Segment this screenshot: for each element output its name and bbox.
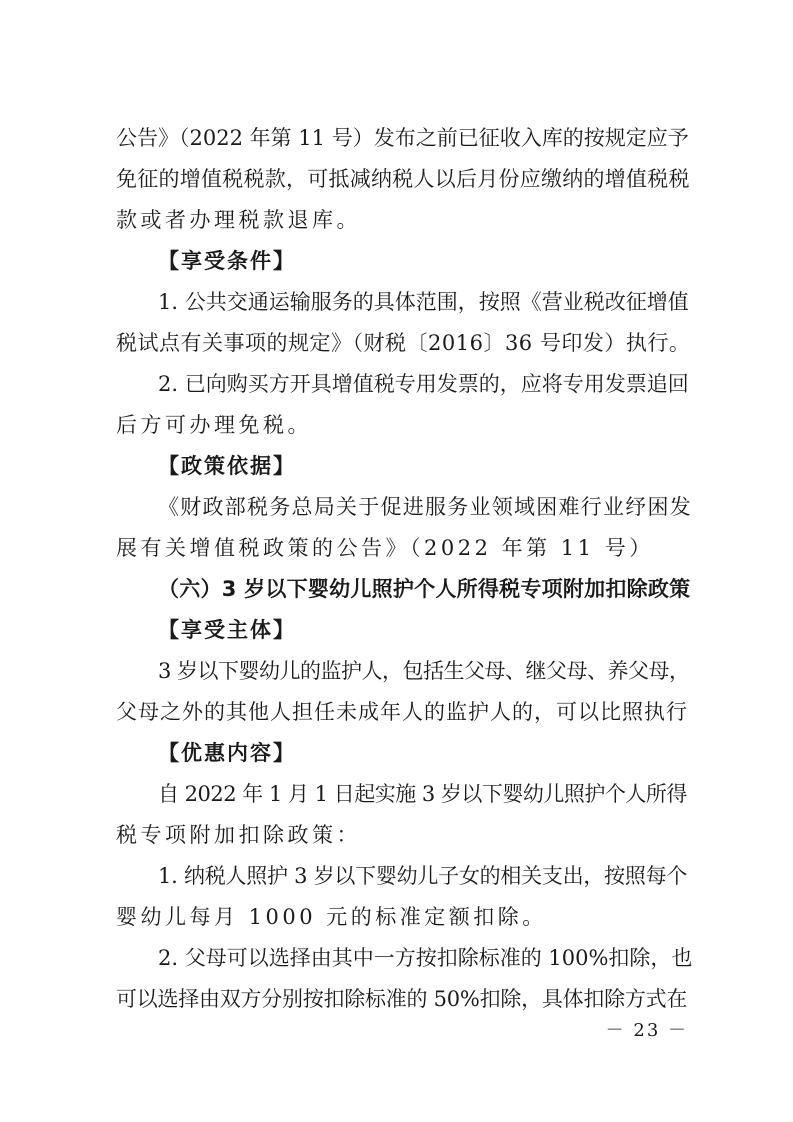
section-heading-conditions: 【享受条件】 — [158, 249, 296, 273]
body-text-line: 1. 公共交通运输服务的具体范围，按照《营业税改征增值 — [158, 290, 689, 314]
page-number: － 23 － — [605, 1020, 688, 1041]
body-text-line: 3 岁以下婴幼儿的监护人，包括生父母、继父母、养父母， — [158, 659, 690, 683]
section-heading-basis: 【政策依据】 — [158, 454, 296, 478]
body-text-line: 展有关增值税政策的公告》（2022 年第 11 号） — [116, 536, 654, 560]
body-text-line: 款或者办理税款退库。 — [116, 208, 361, 232]
body-text-line: 可以选择由双方分别按扣除标准的 50%扣除，具体扣除方式在 — [116, 987, 688, 1011]
body-text-line: 免征的增值税税款，可抵减纳税人以后月份应缴纳的增值税税 — [116, 167, 690, 191]
section-heading-subject: 【享受主体】 — [158, 618, 296, 642]
body-text-line: 税试点有关事项的规定》（财税〔2016〕36 号印发）执行。 — [116, 331, 691, 355]
body-text-line: 后方可办理免税。 — [116, 413, 312, 437]
body-text-line: 公告》（2022 年第 11 号）发布之前已征收入库的按规定应予 — [116, 126, 689, 150]
body-text-line: 1. 纳税人照护 3 岁以下婴幼儿子女的相关支出，按照每个 — [158, 864, 688, 888]
policy-subheading: （六）3 岁以下婴幼儿照护个人所得税专项附加扣除政策 — [158, 577, 691, 601]
body-text-line: 自 2022 年 1 月 1 日起实施 3 岁以下婴幼儿照护个人所得 — [158, 782, 687, 806]
body-text-line: 2. 父母可以选择由其中一方按扣除标准的 100%扣除，也 — [158, 946, 693, 970]
body-text-line: 父母之外的其他人担任未成年人的监护人的，可以比照执行 — [116, 700, 688, 724]
body-text-line: 2. 已向购买方开具增值税专用发票的，应将专用发票追回 — [158, 372, 689, 396]
body-text-line: 税专项附加扣除政策： — [116, 823, 361, 847]
body-text-line: 《财政部税务总局关于促进服务业领域困难行业纾困发 — [158, 495, 692, 519]
section-heading-content: 【优惠内容】 — [158, 741, 296, 765]
body-text-line: 婴幼儿每月 1000 元的标准定额扣除。 — [116, 905, 547, 929]
